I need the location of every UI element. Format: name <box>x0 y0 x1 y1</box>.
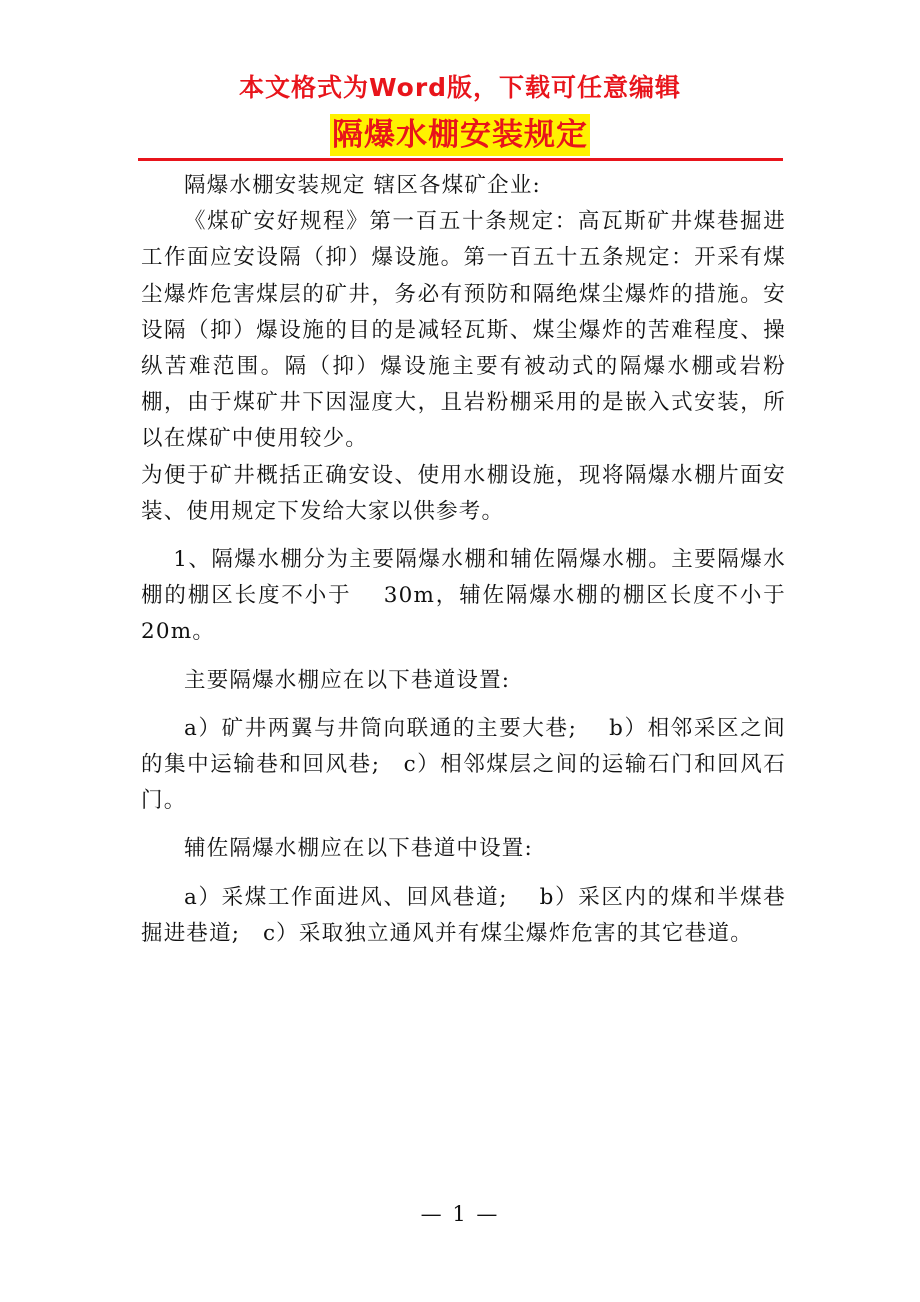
title-divider <box>138 158 783 161</box>
title-wrap <box>0 114 920 156</box>
paragraph-main-locations-heading: 主要隔爆水棚应在以下巷道设置: <box>184 667 511 693</box>
document-body <box>141 168 786 952</box>
paragraph-aux-locations: a）采煤工作面进风、回风巷道; b）采区内的煤和半煤巷掘进巷道; c）采取独立通风并有煤尘爆炸危害的其它巷道。 <box>141 884 786 946</box>
paragraph-purpose: 为便于矿井概括正确安设、使用水棚设施，现将隔爆水棚片面安装、使用规定下发给大家以供参考。 <box>141 462 786 524</box>
paragraph-regulation: 《煤矿安好规程》第一百五十条规定：高瓦斯矿井煤巷掘进工作面应安设隔（抑）爆设施。第一百五十五条规定：开采有煤尘爆炸危害煤层的矿井，务必有预防和隔绝煤尘爆炸的措施。安设隔（抑）爆设施的目的是减轻瓦斯、煤尘爆炸的苦难程度、操纵苦难范围。隔（抑）爆设施主要有被动式的隔爆水棚或岩粉棚，由于煤矿井下因湿度大，且岩粉棚采用的是嵌入式安装，所以在煤矿中使用较少。 <box>141 209 786 452</box>
paragraph-main-locations: a）矿井两翼与井筒向联通的主要大巷; b）相邻采区之间的集中运输巷和回风巷; c）相邻煤层之间的运输石门和回风石门。 <box>141 715 786 814</box>
download-banner: 本文格式为Word版，下载可任意编辑 <box>238 73 682 102</box>
page-number: — 1 — <box>420 1202 500 1226</box>
document-title: 隔爆水棚安装规定 <box>330 114 590 156</box>
paragraph-aux-locations-heading: 辅佐隔爆水棚应在以下巷道中设置: <box>184 836 533 862</box>
paragraph-item-1: 1、隔爆水棚分为主要隔爆水棚和辅佐隔爆水棚。主要隔爆水棚的棚区长度不小于 30m，辅佐隔爆水棚的棚区长度不小于 20m。 <box>141 547 786 645</box>
paragraph-intro: 隔爆水棚安装规定 辖区各煤矿企业: <box>184 173 541 198</box>
